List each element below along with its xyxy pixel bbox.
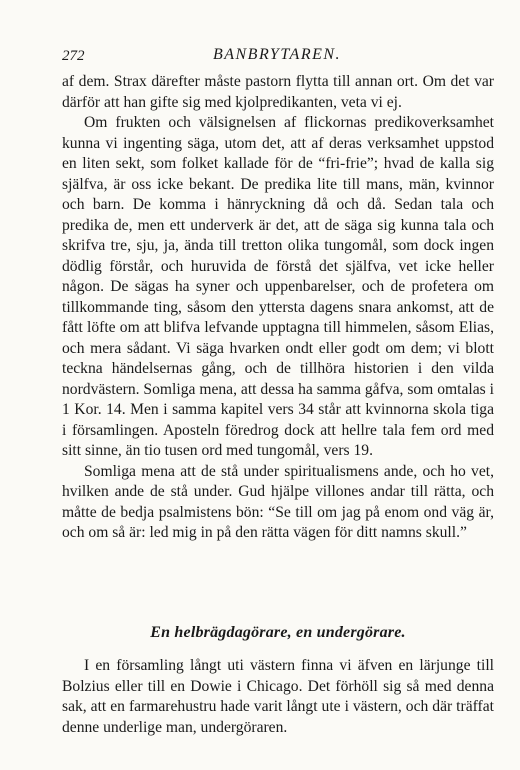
body-text bbox=[62, 72, 494, 544]
page-number: 272 bbox=[62, 48, 85, 64]
paragraph-spiritualism: Somliga mena att de stå under spiritualismens ande, och ho vet, hvilken ande de stå under. Gud hjälpe villones andar till rätta, och måtte de bedja psalmistens bön: “Se till om jag på enom ond väg är, och om så är: led mig in på den rätta vägen för ditt namns skull.” bbox=[62, 462, 494, 541]
paragraph-healer: I en församling långt uti västern finna vi äfven en lärjunge till Bolzius eller till en Dowie i Chicago. Det förhöll sig så med denna sak, att en farmarehustru hade varit långt ute i västern, och där träffat denne underlige man, undergöraren. bbox=[62, 657, 494, 736]
section-heading: En helbrägdagörare, en undergörare. bbox=[150, 624, 406, 641]
paragraph-continued: af dem. Strax därefter måste pastorn flytta till annan ort. Om det var därför att han gifte sig med kjolpredikanten, veta vi ej. bbox=[62, 73, 494, 111]
paragraph-sect: Om frukten och välsignelsen af flickornas predikoverksamhet kunna vi ingenting säga, utom det, att af deras verksamhet uppstod en liten sekt, som folket kallade för de “fri-frie”; hvad de kalla sig själfva, är oss icke bekant. De predika lite till mans, män, kvinnor och barn. De komma i hänryckning då och då. Sedan tala och predika de, men ett underverk är det, att de säga sig kunna tala och skrifva tre, sju, ja, ända till tretton olika tungomål, som dock ingen dödlig förstår, och huruvida de förstå det själfva, vet icke heller någon. De sägas ha syner och uppenbarelser, och de profetera om tillkommande ting, såsom den yttersta dagens snara ankomst, att de fått löfte om att blifva lefvande upptagna till himmelen, såsom Elias, och mera sådant. Vi säga hvarken ondt eller godt om dem; vi blott teckna händelsernas gång, och de tillhöra historien i den vilda nordvästern. Somliga mena, att dessa ha samma gåfva, som omtalas i 1 Kor. 14. Men i samma kapitel vers 34 står att kvinnorna skola tiga i församlingen. Aposteln föredrog dock att hellre tala fem ord med sitt sinne, än tio tusen ord med tungomål, vers 19. bbox=[62, 114, 494, 459]
section-text bbox=[62, 656, 494, 738]
page-header bbox=[62, 46, 492, 68]
running-head: BANBRYTAREN. bbox=[212, 46, 342, 63]
